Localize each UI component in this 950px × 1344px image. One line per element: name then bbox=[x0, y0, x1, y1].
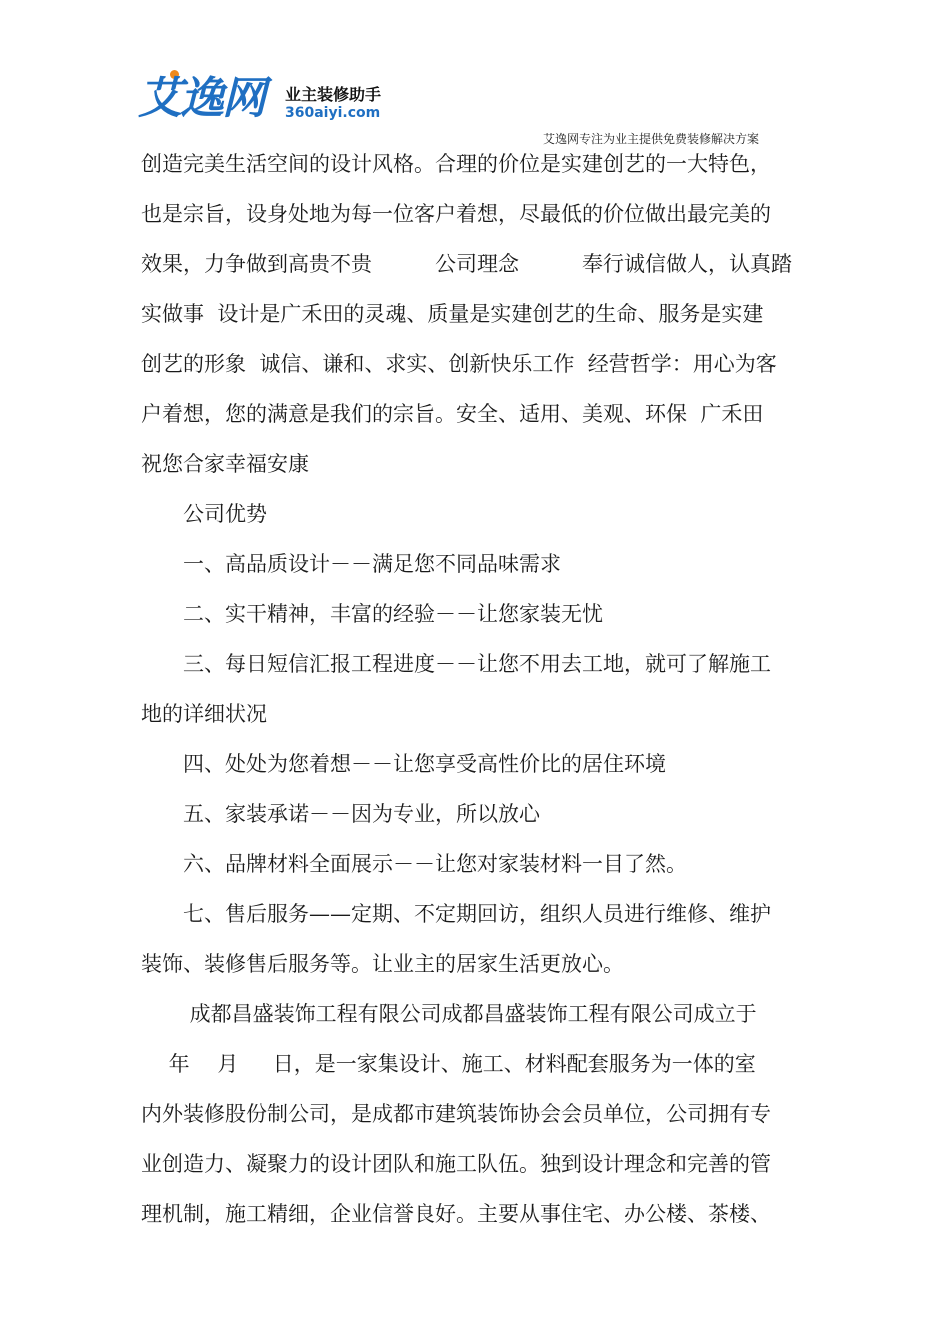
list-item: 二、实干精神，丰富的经验－－让您家装无忧 bbox=[141, 602, 603, 626]
logo-slogan: 业主装修助手 bbox=[285, 85, 382, 104]
page-header bbox=[0, 0, 950, 150]
list-item: 一、高品质设计－－满足您不同品味需求 bbox=[141, 552, 561, 576]
header-tagline: 艾逸网专注为业主提供免费装修解决方案 bbox=[543, 132, 760, 146]
text-line: 效果，力争做到高贵不贵 公司理念 奉行诚信做人，认真踏 bbox=[141, 252, 792, 276]
text-line: 祝您合家幸福安康 bbox=[141, 452, 309, 476]
list-item: 五、家装承诺－－因为专业，所以放心 bbox=[141, 802, 540, 826]
document-body bbox=[141, 139, 811, 1239]
text-line: 业创造力、凝聚力的设计团队和施工队伍。独到设计理念和完善的管 bbox=[141, 1152, 771, 1176]
site-url[interactable]: 360aiyi.com bbox=[285, 105, 381, 121]
list-item: 三、每日短信汇报工程进度－－让您不用去工地，就可了解施工 bbox=[141, 652, 771, 676]
text-line: 年 月 日，是一家集设计、施工、材料配套服务为一体的室 bbox=[141, 1052, 756, 1076]
text-line: 实做事 设计是广禾田的灵魂、质量是实建创艺的生命、服务是实建 bbox=[141, 302, 764, 326]
list-item: 四、处处为您着想－－让您享受高性价比的居住环境 bbox=[141, 752, 666, 776]
text-line: 成都昌盛装饰工程有限公司成都昌盛装饰工程有限公司成立于 bbox=[141, 1002, 757, 1026]
text-line: 地的详细状况 bbox=[141, 702, 267, 726]
list-item: 六、品牌材料全面展示－－让您对家装材料一目了然。 bbox=[141, 852, 687, 876]
text-line: 创造完美生活空间的设计风格。合理的价位是实建创艺的一大特色， bbox=[141, 152, 771, 176]
text-line: 内外装修股份制公司，是成都市建筑装饰协会会员单位，公司拥有专 bbox=[141, 1102, 771, 1126]
text-line: 理机制，施工精细，企业信誉良好。主要从事住宅、办公楼、茶楼、 bbox=[141, 1202, 771, 1226]
text-line: 创艺的形象 诚信、谦和、求实、创新快乐工作 经营哲学：用心为客 bbox=[141, 352, 777, 376]
text-line: 装饰、装修售后服务等。让业主的居家生活更放心。 bbox=[141, 952, 624, 976]
text-line: 户着想，您的满意是我们的宗旨。安全、适用、美观、环保 广禾田 bbox=[141, 402, 764, 426]
site-logo[interactable]: 艾逸网 bbox=[138, 73, 264, 124]
section-heading: 公司优势 bbox=[141, 502, 267, 526]
text-line: 也是宗旨，设身处地为每一位客户着想，尽最低的价位做出最完美的 bbox=[141, 202, 771, 226]
list-item: 七、售后服务——定期、不定期回访，组织人员进行维修、维护 bbox=[141, 902, 771, 926]
